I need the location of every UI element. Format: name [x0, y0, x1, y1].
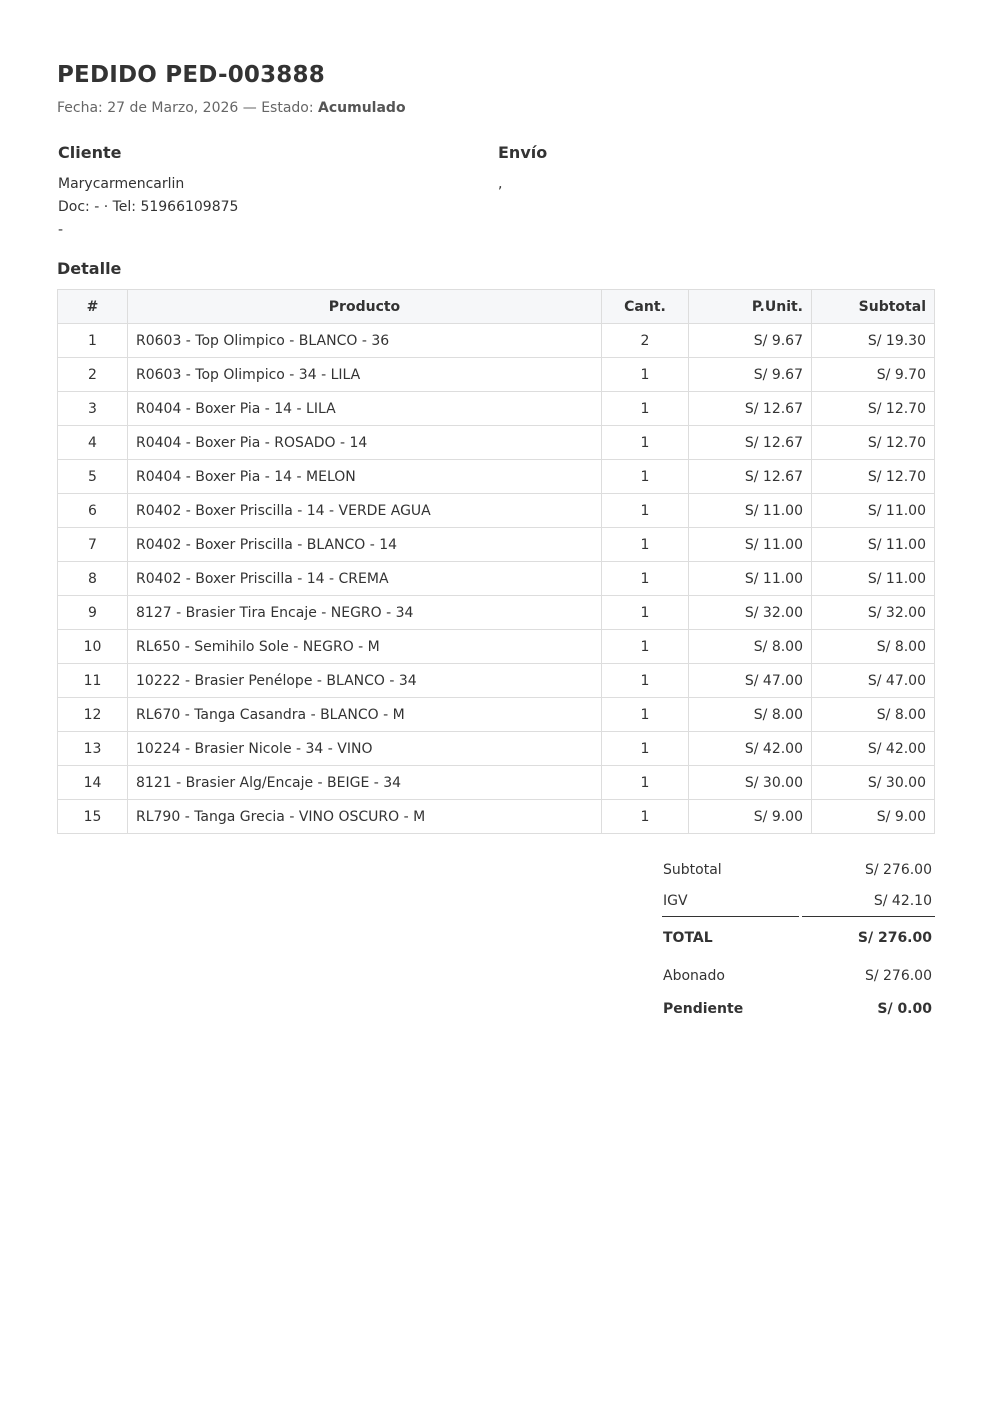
cell-unit-price: S/ 11.00: [689, 562, 812, 596]
cell-number: 14: [58, 766, 128, 800]
client-block: [58, 143, 478, 242]
table-row: [58, 766, 935, 800]
cell-product: 8121 - Brasier Alg/Encaje - BEIGE - 34: [128, 766, 602, 800]
cell-number: 9: [58, 596, 128, 630]
table-row: [58, 528, 935, 562]
cell-unit-price: S/ 12.67: [689, 460, 812, 494]
cell-quantity: 1: [602, 630, 689, 664]
table-row: [58, 494, 935, 528]
cell-quantity: 1: [602, 358, 689, 392]
cell-subtotal: S/ 9.70: [812, 358, 935, 392]
cell-unit-price: S/ 12.67: [689, 426, 812, 460]
cell-product: RL670 - Tanga Casandra - BLANCO - M: [128, 698, 602, 732]
column-header-subtotal: Subtotal: [812, 290, 935, 324]
cell-unit-price: S/ 32.00: [689, 596, 812, 630]
cell-quantity: 1: [602, 800, 689, 834]
cell-unit-price: S/ 8.00: [689, 630, 812, 664]
cell-number: 13: [58, 732, 128, 766]
cell-unit-price: S/ 47.00: [689, 664, 812, 698]
cell-product: R0603 - Top Olimpico - 34 - LILA: [128, 358, 602, 392]
total-label: TOTAL: [663, 930, 713, 946]
igv-label: IGV: [663, 893, 688, 909]
table-row: [58, 358, 935, 392]
detail-heading: Detalle: [57, 259, 122, 278]
cell-subtotal: S/ 12.70: [812, 460, 935, 494]
cell-quantity: 1: [602, 562, 689, 596]
cell-product: R0603 - Top Olimpico - BLANCO - 36: [128, 324, 602, 358]
cell-number: 6: [58, 494, 128, 528]
table-body: [58, 324, 935, 834]
table-row: [58, 562, 935, 596]
cell-subtotal: S/ 8.00: [812, 630, 935, 664]
subtotal-value: S/ 276.00: [864, 862, 932, 878]
cell-quantity: 1: [602, 494, 689, 528]
client-heading: Cliente: [58, 143, 122, 162]
cell-subtotal: S/ 11.00: [812, 494, 935, 528]
cell-unit-price: S/ 8.00: [689, 698, 812, 732]
cell-unit-price: S/ 30.00: [689, 766, 812, 800]
column-header-number: #: [58, 290, 128, 324]
divider: [799, 916, 802, 918]
column-header-quantity: Cant.: [602, 290, 689, 324]
cell-subtotal: S/ 12.70: [812, 426, 935, 460]
cell-number: 10: [58, 630, 128, 664]
cell-number: 1: [58, 324, 128, 358]
table-row: [58, 460, 935, 494]
cell-unit-price: S/ 9.67: [689, 358, 812, 392]
cell-quantity: 1: [602, 596, 689, 630]
status-badge: Acumulado: [318, 100, 406, 116]
client-doc-phone: Doc: - · Tel: 51966109875: [58, 199, 239, 215]
cell-unit-price: S/ 9.67: [689, 324, 812, 358]
cell-quantity: 1: [602, 426, 689, 460]
cell-product: 10224 - Brasier Nicole - 34 - VINO: [128, 732, 602, 766]
igv-value: S/ 42.10: [873, 893, 932, 909]
total-value: S/ 276.00: [857, 930, 932, 946]
cell-unit-price: S/ 42.00: [689, 732, 812, 766]
cell-number: 7: [58, 528, 128, 562]
cell-product: 8127 - Brasier Tira Encaje - NEGRO - 34: [128, 596, 602, 630]
cell-unit-price: S/ 11.00: [689, 528, 812, 562]
cell-quantity: 1: [602, 732, 689, 766]
column-header-product: Producto: [128, 290, 602, 324]
cell-unit-price: S/ 9.00: [689, 800, 812, 834]
cell-subtotal: S/ 47.00: [812, 664, 935, 698]
cell-product: R0402 - Boxer Priscilla - 14 - CREMA: [128, 562, 602, 596]
pending-value: S/ 0.00: [877, 1001, 932, 1017]
cell-subtotal: S/ 30.00: [812, 766, 935, 800]
order-date-label: Fecha: 27 de Marzo, 2026 — Estado:: [57, 100, 319, 116]
cell-product: R0402 - Boxer Priscilla - BLANCO - 14: [128, 528, 602, 562]
cell-subtotal: S/ 8.00: [812, 698, 935, 732]
cell-quantity: 1: [602, 528, 689, 562]
table-row: [58, 800, 935, 834]
table-row: [58, 732, 935, 766]
cell-number: 4: [58, 426, 128, 460]
cell-number: 8: [58, 562, 128, 596]
cell-quantity: 2: [602, 324, 689, 358]
cell-subtotal: S/ 11.00: [812, 562, 935, 596]
table-row: [58, 324, 935, 358]
totals-igv-row: [662, 886, 935, 917]
column-header-unit-price: P.Unit.: [689, 290, 812, 324]
cell-quantity: 1: [602, 392, 689, 426]
cell-subtotal: S/ 32.00: [812, 596, 935, 630]
cell-quantity: 1: [602, 664, 689, 698]
cell-number: 12: [58, 698, 128, 732]
items-table: [57, 289, 935, 834]
cell-product: 10222 - Brasier Penélope - BLANCO - 34: [128, 664, 602, 698]
cell-product: R0404 - Boxer Pia - ROSADO - 14: [128, 426, 602, 460]
cell-unit-price: S/ 12.67: [689, 392, 812, 426]
shipping-address: ,: [498, 176, 503, 192]
page-title: PEDIDO PED-003888: [57, 62, 325, 88]
paid-value: S/ 276.00: [864, 968, 932, 984]
table-row: [58, 392, 935, 426]
client-name: Marycarmencarlin: [58, 176, 185, 192]
table-row: [58, 426, 935, 460]
cell-subtotal: S/ 11.00: [812, 528, 935, 562]
cell-quantity: 1: [602, 698, 689, 732]
cell-number: 3: [58, 392, 128, 426]
cell-product: R0404 - Boxer Pia - 14 - MELON: [128, 460, 602, 494]
cell-number: 2: [58, 358, 128, 392]
table-row: [58, 630, 935, 664]
table-row: [58, 596, 935, 630]
table-row: [58, 664, 935, 698]
cell-product: RL650 - Semihilo Sole - NEGRO - M: [128, 630, 602, 664]
cell-quantity: 1: [602, 766, 689, 800]
totals-summary: [662, 854, 935, 1025]
totals-pending-row: [662, 993, 935, 1025]
totals-total-row: [662, 917, 935, 959]
order-meta: [57, 100, 406, 116]
cell-number: 15: [58, 800, 128, 834]
cell-product: R0402 - Boxer Priscilla - 14 - VERDE AGUA: [128, 494, 602, 528]
paid-label: Abonado: [663, 968, 725, 984]
cell-subtotal: S/ 9.00: [812, 800, 935, 834]
subtotal-label: Subtotal: [663, 862, 722, 878]
shipping-heading: Envío: [498, 143, 548, 162]
totals-paid-row: [662, 959, 935, 993]
cell-subtotal: S/ 12.70: [812, 392, 935, 426]
pending-label: Pendiente: [663, 1001, 744, 1017]
cell-product: RL790 - Tanga Grecia - VINO OSCURO - M: [128, 800, 602, 834]
cell-product: R0404 - Boxer Pia - 14 - LILA: [128, 392, 602, 426]
totals-subtotal-row: [662, 854, 935, 886]
cell-number: 11: [58, 664, 128, 698]
cell-unit-price: S/ 11.00: [689, 494, 812, 528]
table-row: [58, 698, 935, 732]
cell-subtotal: S/ 19.30: [812, 324, 935, 358]
cell-number: 5: [58, 460, 128, 494]
cell-quantity: 1: [602, 460, 689, 494]
table-header-row: [58, 290, 935, 324]
cell-subtotal: S/ 42.00: [812, 732, 935, 766]
client-address: -: [58, 222, 64, 238]
shipping-block: [498, 143, 918, 196]
